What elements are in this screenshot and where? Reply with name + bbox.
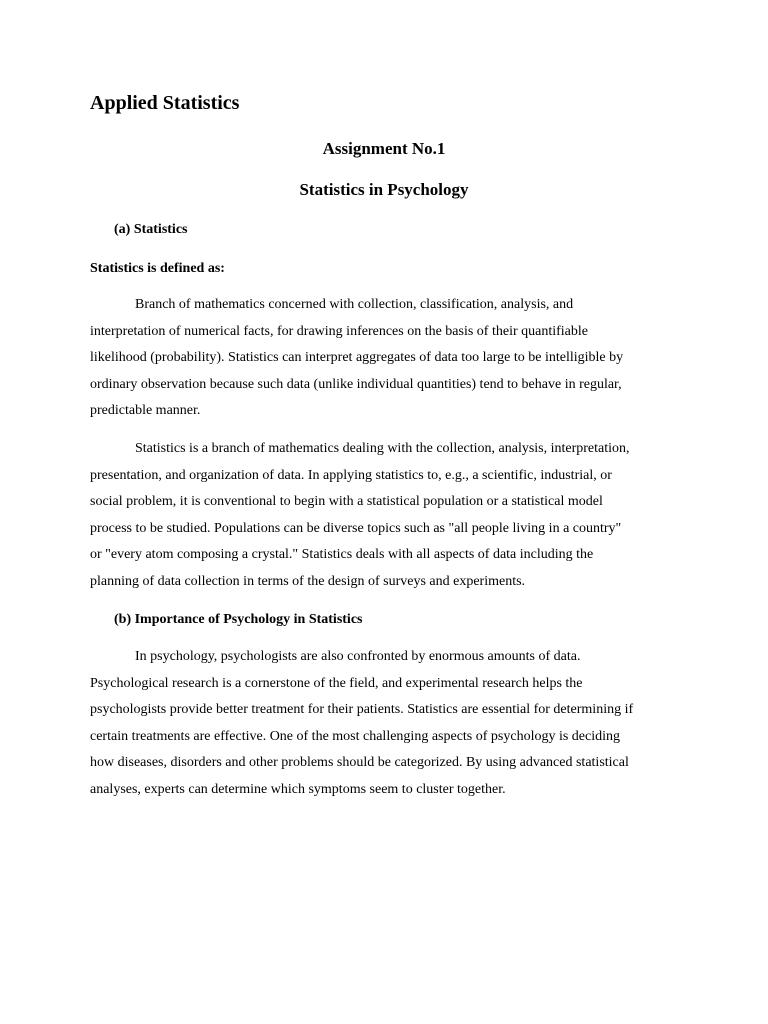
assignment-heading: Assignment No.1 — [322, 139, 446, 158]
section-b-heading: (b) Importance of Psychology in Statistics — [114, 612, 363, 627]
course-title: Applied Statistics — [90, 92, 240, 114]
paragraph-importance — [90, 644, 680, 804]
paragraph-line: ordinary observation because such data (unlike individual quantities) tend to behave in regular, — [90, 376, 622, 392]
paragraph-line: Psychological research is a cornerstone of the field, and experimental research helps the — [90, 675, 583, 691]
paragraph-line: social problem, it is conventional to begin with a statistical population or a statistical model — [90, 494, 603, 510]
paragraph-line: Statistics is a branch of mathematics dealing with the collection, analysis, interpretation, — [135, 441, 630, 456]
paragraph-line: how diseases, disorders and other problems should be categorized. By using advanced statistical — [90, 755, 629, 771]
paragraph-line: psychologists provide better treatment for their patients. Statistics are essential for determining if — [90, 702, 634, 718]
section-a-heading: (a) Statistics — [114, 222, 188, 237]
topic-heading: Statistics in Psychology — [299, 180, 469, 199]
paragraph-line: certain treatments are effective. One of the most challenging aspects of psychology is deciding — [90, 728, 621, 744]
paragraph-line: or "every atom composing a crystal." Statistics deals with all aspects of data including the — [90, 547, 594, 563]
paragraph-definition-1 — [90, 292, 680, 425]
paragraph-line: likelihood (probability). Statistics can interpret aggregates of data too large to be intelligible by — [90, 350, 624, 366]
paragraph-line: In psychology, psychologists are also confronted by enormous amounts of data. — [135, 649, 581, 664]
paragraph-line: interpretation of numerical facts, for drawing inferences on the basis of their quantifiable — [90, 323, 588, 339]
definition-label: Statistics is defined as: — [90, 261, 225, 276]
paragraph-line: presentation, and organization of data. In applying statistics to, e.g., a scientific, industrial, or — [90, 467, 612, 483]
paragraph-line: process to be studied. Populations can be diverse topics such as "all people living in a country" — [90, 520, 622, 536]
paragraph-line: Branch of mathematics concerned with collection, classification, analysis, and — [135, 297, 574, 312]
paragraph-line: planning of data collection in terms of the design of surveys and experiments. — [90, 573, 526, 589]
paragraph-definition-2 — [90, 436, 680, 596]
paragraph-line: analyses, experts can determine which symptoms seem to cluster together. — [90, 781, 506, 797]
paragraph-line: predictable manner. — [90, 403, 201, 419]
